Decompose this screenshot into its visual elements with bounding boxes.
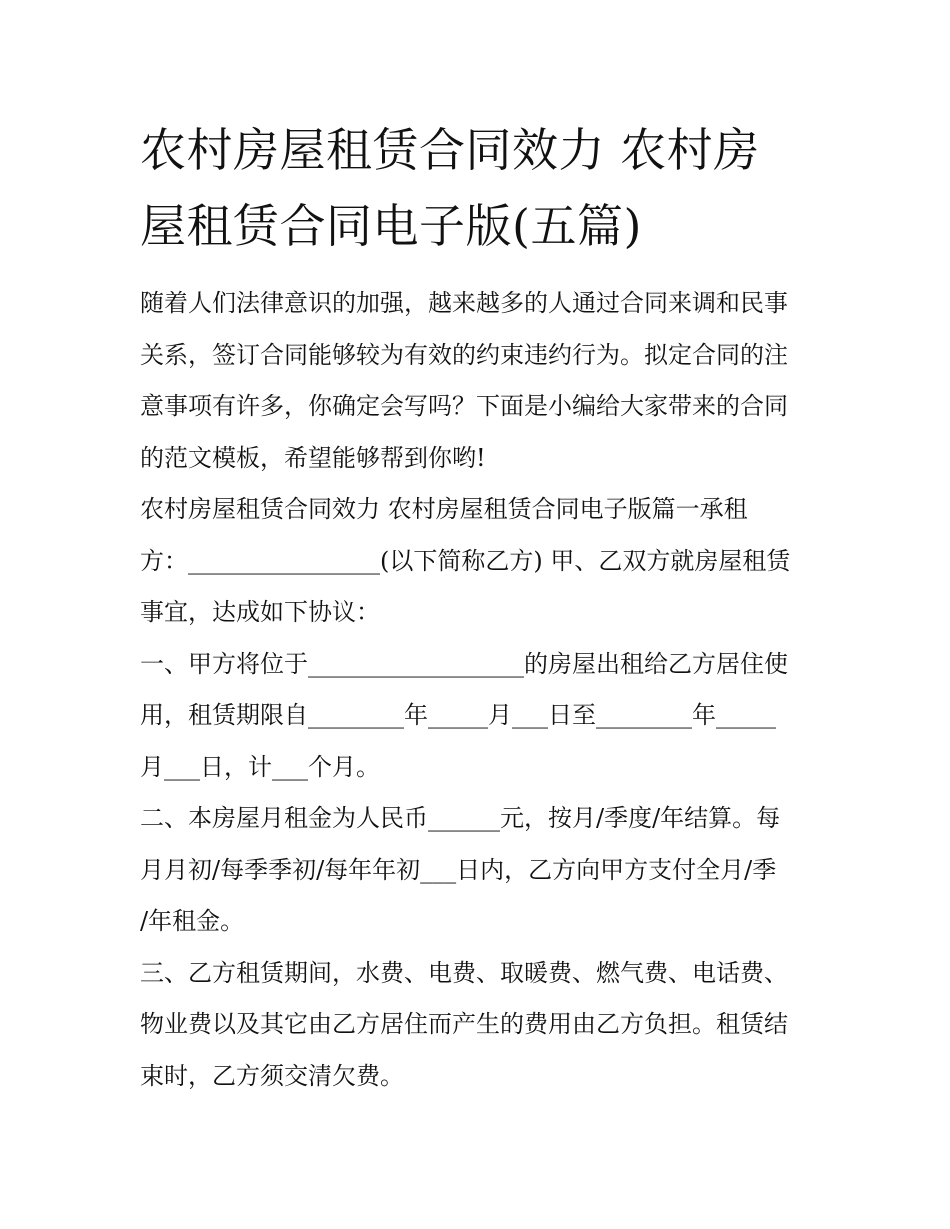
clause-2-line: /年租金。 bbox=[140, 907, 245, 935]
intro-line: 关系，签订合同能够较为有效的约束违约行为。拟定合同的注 bbox=[140, 340, 788, 369]
clause-1-line: 月___日，计___个月。 bbox=[140, 752, 380, 781]
clause-3-line: 物业费以及其它由乙方居住而产生的费用由乙方负担。租赁结 bbox=[140, 1010, 788, 1038]
document-body bbox=[140, 278, 820, 1102]
intro-line: 意事项有许多，你确定会写吗？下面是小编给大家带来的合同 bbox=[140, 392, 788, 420]
clause-2-line: 二、本房屋月租金为人民币______元，按月/季度/年结算。每 bbox=[140, 804, 781, 832]
clause-1-line: 一、甲方将位于__________________的房屋出租给乙方居住使 bbox=[140, 649, 788, 678]
title-line: 农村房屋租赁合同效力 农村房 bbox=[140, 123, 760, 177]
section-heading-line: 农村房屋租赁合同效力 农村房屋租赁合同电子版篇一承租 bbox=[140, 495, 748, 523]
clause-3-line: 束时，乙方须交清欠费。 bbox=[140, 1061, 404, 1090]
intro-line: 随着人们法律意识的加强，越来越多的人通过合同来调和民事 bbox=[140, 289, 788, 317]
document-title bbox=[140, 112, 820, 264]
title-line: 屋租赁合同电子版(五篇) bbox=[140, 199, 642, 253]
clause-2-line: 月月初/每季季初/每年年初___日内，乙方向甲方支付全月/季 bbox=[140, 855, 777, 884]
contract-text-line: 事宜，达成如下协议： bbox=[140, 598, 380, 626]
contract-text-line: 方：________________(以下简称乙方) 甲、乙双方就房屋租赁 bbox=[140, 546, 791, 575]
clause-3-line: 三、乙方租赁期间，水费、电费、取暖费、燃气费、电话费、 bbox=[140, 958, 788, 987]
intro-line: 的范文模板，希望能够帮到你哟! bbox=[140, 443, 486, 472]
clause-1-line: 用，租赁期限自________年_____月___日至________年_____ bbox=[140, 701, 776, 729]
